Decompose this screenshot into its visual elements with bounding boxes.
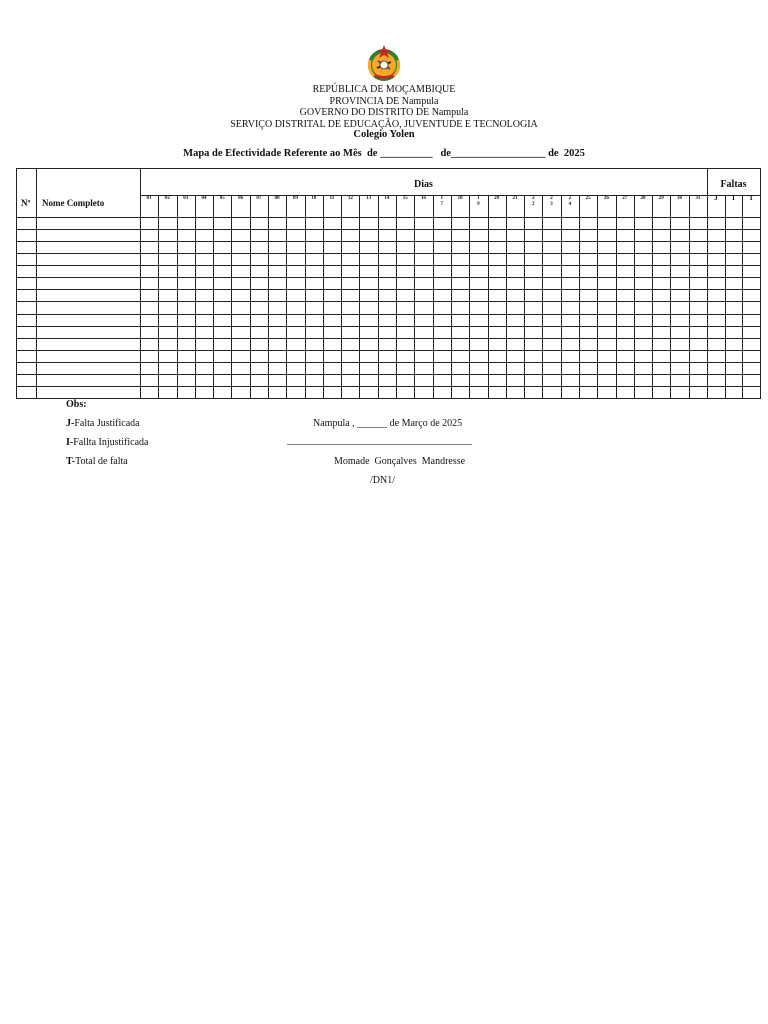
- table-row-day-cell: [488, 386, 507, 399]
- header-republic: REPÚBLICA DE MOÇAMBIQUE: [312, 84, 456, 95]
- faltas-j-label: J: [714, 194, 718, 202]
- day-number-label: 05: [219, 196, 225, 201]
- table-row-day-cell: [378, 386, 397, 399]
- table-row-day-cell: [634, 386, 653, 399]
- table-row-day-cell: [250, 386, 269, 399]
- day-number-label: 1 7: [440, 196, 444, 207]
- day-number-label: 25: [585, 196, 591, 201]
- day-number-label: 2 4: [568, 196, 572, 207]
- table-row-day-cell: [506, 386, 525, 399]
- signatory-name: Momade Gonçalves Mandresse: [334, 456, 466, 467]
- number-header-cell: [16, 168, 37, 218]
- day-number-label: 12: [347, 196, 353, 201]
- day-number-label: 07: [256, 196, 262, 201]
- number-column-label: Nº: [21, 198, 31, 208]
- day-number-label: 01: [146, 196, 152, 201]
- map-title: Mapa de Efectividade Referente ao Mês de __________ de__________________ de 2025: [183, 148, 585, 159]
- day-number-label: 31: [695, 196, 701, 201]
- table-row-faltas-cell: [725, 386, 744, 399]
- school-name: Colegio Yolen: [353, 129, 415, 140]
- table-row-faltas-cell: [742, 386, 761, 399]
- day-number-label: 04: [201, 196, 207, 201]
- day-number-label: 2 2: [531, 196, 535, 207]
- table-row-day-cell: [433, 386, 452, 399]
- day-number-label: 13: [366, 196, 372, 201]
- day-number-label: 21: [512, 196, 518, 201]
- mozambique-emblem: [364, 44, 404, 84]
- table-row-day-cell: [451, 386, 470, 399]
- table-row-day-cell: [231, 386, 250, 399]
- faltas-label: Faltas: [720, 179, 747, 190]
- table-row-day-cell: [268, 386, 287, 399]
- table-row-day-cell: [652, 386, 671, 399]
- document-reference: /DN1/: [370, 475, 395, 486]
- name-column-label: Nome Completo: [42, 198, 105, 208]
- table-row-day-cell: [414, 386, 433, 399]
- legend-item-t: T-Total de falta: [66, 456, 128, 467]
- day-number-label: 14: [384, 196, 390, 201]
- days-label: Dias: [414, 179, 433, 190]
- day-number-label: 29: [658, 196, 664, 201]
- legend-item-j: J-Falta Justificada: [66, 418, 140, 429]
- table-row-day-cell: [542, 386, 561, 399]
- table-row-day-cell: [341, 386, 360, 399]
- day-number-label: 26: [603, 196, 609, 201]
- table-row-day-cell: [561, 386, 580, 399]
- table-row-name-cell: [36, 386, 141, 399]
- day-number-label: 1 9: [477, 196, 480, 207]
- faltas-i-label: I: [732, 194, 735, 202]
- table-row-day-cell: [158, 386, 177, 399]
- table-row-number-cell: [16, 386, 37, 399]
- day-number-label: 11: [329, 196, 335, 201]
- table-row-day-cell: [616, 386, 635, 399]
- table-row-day-cell: [524, 386, 543, 399]
- table-row-day-cell: [597, 386, 616, 399]
- header-district-government: GOVERNO DO DISTRITO DE Nampula: [299, 107, 469, 118]
- table-row-faltas-cell: [707, 386, 726, 399]
- day-number-label: 10: [311, 196, 317, 201]
- day-number-label: 03: [183, 196, 189, 201]
- day-number-label: 08: [274, 196, 280, 201]
- table-row-day-cell: [177, 386, 196, 399]
- name-header-cell: [36, 168, 141, 218]
- day-number-label: 30: [677, 196, 683, 201]
- signature-line: _____________________________________: [287, 435, 472, 446]
- day-number-label: 16: [420, 196, 426, 201]
- table-row-day-cell: [323, 386, 342, 399]
- day-number-label: 06: [238, 196, 244, 201]
- table-row-day-cell: [305, 386, 324, 399]
- header-province: PROVINCIA DE Nampula: [329, 95, 439, 107]
- legend-obs: Obs:: [66, 399, 87, 410]
- faltas-t-label: T: [748, 194, 754, 202]
- table-row-day-cell: [689, 386, 708, 399]
- place-date: Nampula , ______ de Março de 2025: [313, 418, 463, 429]
- table-row-day-cell: [359, 386, 378, 399]
- day-number-label: 20: [494, 196, 500, 201]
- day-number-label: 15: [402, 196, 408, 201]
- day-number-label: 09: [292, 196, 298, 201]
- header-service: SERVIÇO DISTRITAL DE EDUCAÇÃO, JUVENTUDE E TECNOLOGIA: [230, 118, 538, 130]
- table-row-day-cell: [396, 386, 415, 399]
- day-number-label: 02: [164, 196, 170, 201]
- table-row-day-cell: [670, 386, 689, 399]
- table-row-day-cell: [286, 386, 305, 399]
- legend-item-i: I-Fallta Injustificada: [66, 437, 149, 448]
- day-number-label: 18: [457, 196, 463, 201]
- day-number-label: 27: [622, 196, 628, 201]
- day-number-label: 28: [640, 196, 646, 201]
- table-row-day-cell: [140, 386, 159, 399]
- day-number-label: 2 3: [550, 196, 553, 207]
- table-row-day-cell: [213, 386, 232, 399]
- table-row-day-cell: [469, 386, 488, 399]
- table-row-day-cell: [195, 386, 214, 399]
- table-row-day-cell: [579, 386, 598, 399]
